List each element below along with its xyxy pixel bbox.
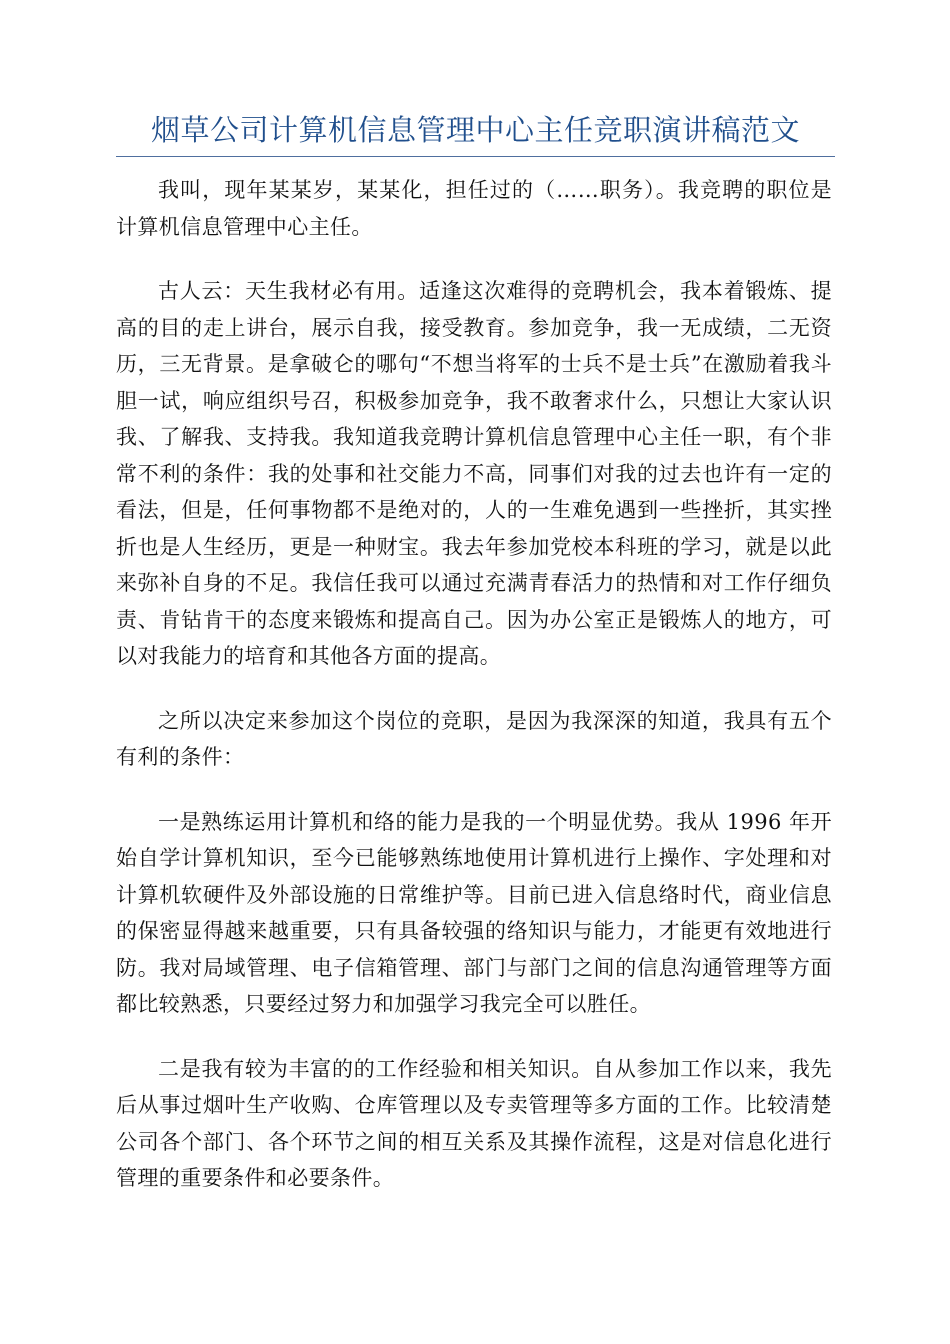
paragraph-motivation: 古人云：天生我材必有用。适逢这次难得的竞聘机会，我本着锻炼、提高的目的走上讲台，展示自我，接受教育。参加竞争，我一无成绩，二无资历，三无背景。是拿破仑的哪句“不想当将军的士兵不是士兵”在激励着我斗胆一试，响应组织号召，积极参加竞争，我不敢奢求什么，只想让大家认识我、了解我、支持我。我知道我竞聘计算机信息管理中心主任一职，有个非常不利的条件：我的处事和社交能力不高，同事们对我的过去也许有一定的看法，但是，任何事物都不是绝对的，人的一生难免遇到一些挫折，其实挫折也是人生经历，更是一种财宝。我去年参加党校本科班的学习，就是以此来弥补自身的不足。我信任我可以通过充满青春活力的热情和对工作仔细负责、肯钻肯干的态度来锻炼和提高自己。因为办公室正是锻炼人的地方，可以对我能力的培育和其他各方面的提高。 <box>116 279 832 668</box>
title-block <box>116 108 835 157</box>
document-body <box>116 172 832 1225</box>
paragraph-condition-two: 二是我有较为丰富的的工作经验和相关知识。自从参加工作以来，我先后从事过烟叶生产收购、仓库管理以及专卖管理等多方面的工作。比较清楚公司各个部门、各个环节之间的相互关系及其操作流程，这是对信息化进行管理的重要条件和必要条件。 <box>116 1056 832 1190</box>
paragraph-conditions-intro: 之所以决定来参加这个岗位的竞职，是因为我深深的知道，我具有五个有利的条件： <box>116 708 832 769</box>
document-title: 烟草公司计算机信息管理中心主任竞职演讲稿范文 <box>150 113 800 147</box>
paragraph-intro: 我叫，现年某某岁，某某化，担任过的（……职务）。我竞聘的职位是计算机信息管理中心主任。 <box>116 178 832 239</box>
paragraph-condition-one: 一是熟练运用计算机和络的能力是我的一个明显优势。我从 1996 年开始自学计算机知识，至今已能够熟练地使用计算机进行上操作、字处理和对计算机软硬件及外部设施的日常维护等。目前已进入信息络时代，商业信息的保密显得越来越重要，只有具备较强的络知识与能力，才能更有效地进行防。我对局域管理、电子信箱管理、部门与部门之间的信息沟通管理等方面都比较熟悉，只要经过努力和加强学习我完全可以胜任。 <box>116 809 832 1016</box>
